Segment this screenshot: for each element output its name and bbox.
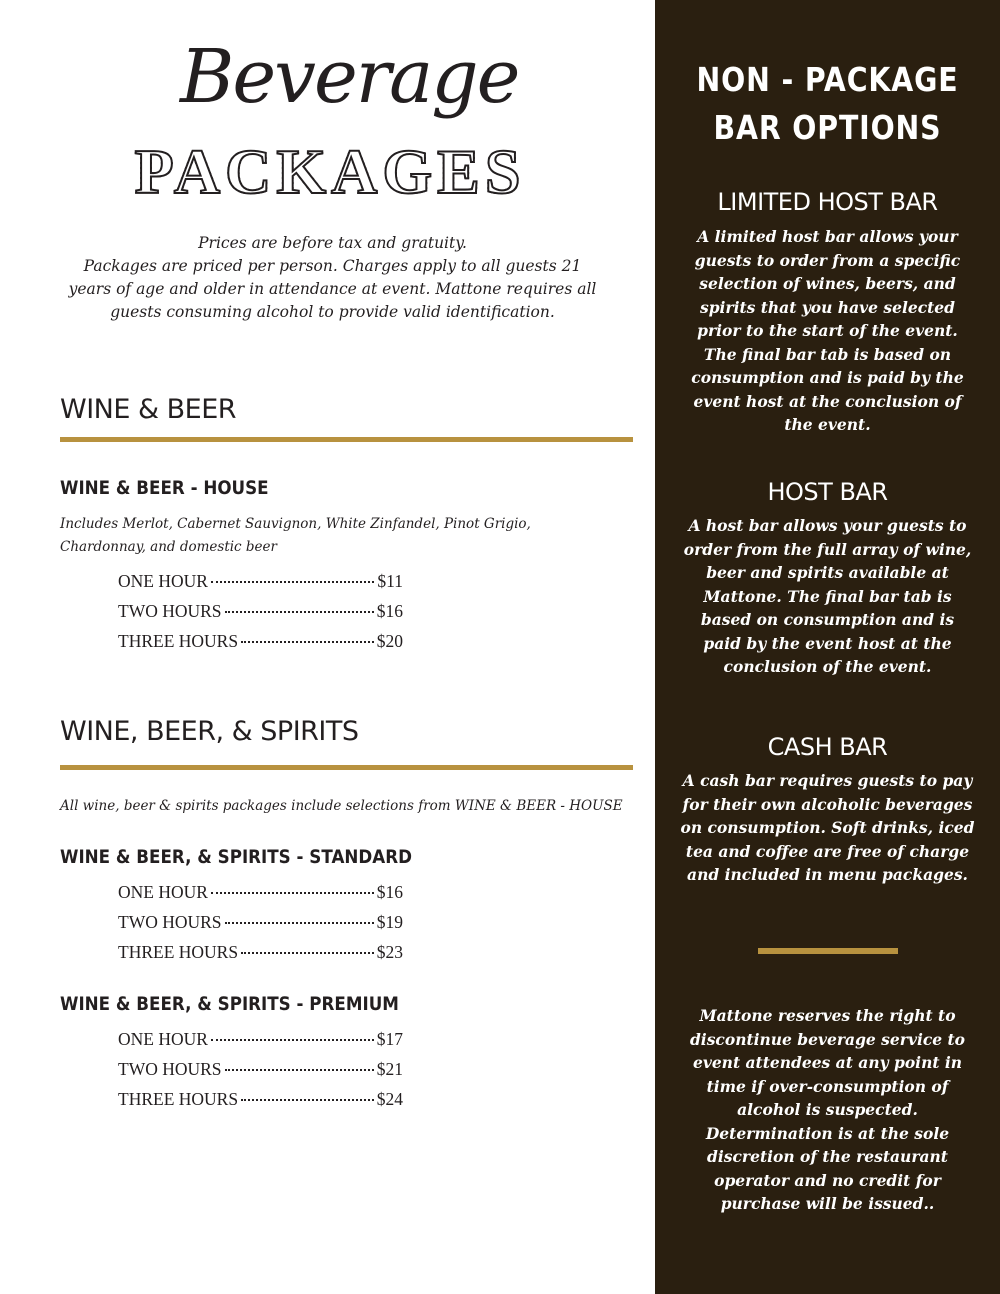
packages-title: PACKAGES <box>60 140 600 204</box>
limited-host-bar-title: LIMITED HOST BAR <box>717 188 938 216</box>
package-title-house: WINE & BEER - HOUSE <box>60 477 269 499</box>
price-row <box>118 631 403 661</box>
price-list-standard <box>118 882 403 972</box>
dot-leader <box>211 1039 374 1041</box>
dot-leader <box>241 1099 374 1101</box>
price-row <box>118 1059 403 1089</box>
price-value: $17 <box>376 1029 403 1049</box>
price-row <box>118 571 403 601</box>
dot-leader <box>211 892 374 894</box>
gold-divider-sidebar <box>758 948 898 954</box>
price-value: $11 <box>377 571 403 591</box>
price-value: $20 <box>376 631 403 651</box>
price-label: THREE HOURS <box>118 1089 239 1109</box>
price-row <box>118 882 403 912</box>
price-label: THREE HOURS <box>118 942 239 962</box>
price-label: TWO HOURS <box>118 1059 222 1079</box>
price-label: ONE HOUR <box>118 571 208 591</box>
price-label: ONE HOUR <box>118 1029 208 1049</box>
price-row <box>118 1029 403 1059</box>
price-value: $19 <box>376 912 403 932</box>
price-value: $21 <box>376 1059 403 1079</box>
gold-divider <box>60 765 633 770</box>
price-value: $16 <box>376 882 403 902</box>
price-value: $24 <box>376 1089 403 1109</box>
bar-options-panel <box>655 0 1000 1294</box>
intro-text <box>60 232 605 324</box>
package-title-standard: WINE & BEER, & SPIRITS - STANDARD <box>60 846 412 868</box>
price-row <box>118 942 403 972</box>
bar-options-title-line-2: BAR OPTIONS <box>713 108 942 147</box>
price-label: THREE HOURS <box>118 631 239 651</box>
limited-host-bar-text: A limited host bar allows your guests to order from a specific selection of wines, beers, and spirits that you have selected prior to the start of the event. The final bar tab is based on consumption and is paid by the event host at the conclusion of the event. <box>691 227 964 434</box>
price-list-premium <box>118 1029 403 1119</box>
beverage-script-title: Beverage <box>180 34 519 120</box>
bar-options-title <box>679 56 976 152</box>
price-list-house <box>118 571 403 661</box>
dot-leader <box>225 922 374 924</box>
price-row <box>118 1089 403 1119</box>
cash-bar-text: A cash bar requires guests to pay for their own alcoholic beverages on consumption. Soft drinks, iced tea and coffee are free of charge and included in menu packages. <box>680 771 975 884</box>
host-bar-title: HOST BAR <box>767 478 888 506</box>
intro-line-2: Packages are priced per person. Charges apply to all guests 21 years of age and older in attendance at event. Mattone requires all guests consuming alcohol to provide valid identification. <box>68 257 597 321</box>
price-row <box>118 601 403 631</box>
dot-leader <box>241 952 374 954</box>
price-label: ONE HOUR <box>118 882 208 902</box>
package-title-premium: WINE & BEER, & SPIRITS - PREMIUM <box>60 993 399 1015</box>
price-value: $23 <box>376 942 403 962</box>
dot-leader <box>211 581 374 583</box>
cash-bar-title: CASH BAR <box>767 733 888 761</box>
price-value: $16 <box>376 601 403 621</box>
price-row <box>118 912 403 942</box>
host-bar-text: A host bar allows your guests to order from the full array of wine, beer and spirits available at Mattone. The final bar tab is based on consumption and is paid by the event host at the conclusion of the event. <box>683 516 972 676</box>
dot-leader <box>225 1069 374 1071</box>
price-label: TWO HOURS <box>118 601 222 621</box>
dot-leader <box>241 641 374 643</box>
disclaimer-text: Mattone reserves the right to discontinue beverage service to event attendees at any point in time if over-consumption of alcohol is suspected. Determination is at the sole discretion of the restaurant operator and no credit for purchase will be issued.. <box>689 1006 966 1213</box>
bar-options-title-line-1: NON - PACKAGE <box>696 60 959 99</box>
section-title-wine-beer: WINE & BEER <box>60 394 237 425</box>
house-note: Includes Merlot, Cabernet Sauvignon, White Zinfandel, Pinot Grigio, Chardonnay, and domestic beer <box>60 516 531 555</box>
section-title-spirits: WINE, BEER, & SPIRITS <box>60 716 359 747</box>
intro-line-1: Prices are before tax and gratuity. <box>198 234 467 252</box>
dot-leader <box>225 611 374 613</box>
spirits-note: All wine, beer & spirits packages include selections from WINE & BEER - HOUSE <box>60 798 623 814</box>
gold-divider <box>60 437 633 442</box>
price-label: TWO HOURS <box>118 912 222 932</box>
